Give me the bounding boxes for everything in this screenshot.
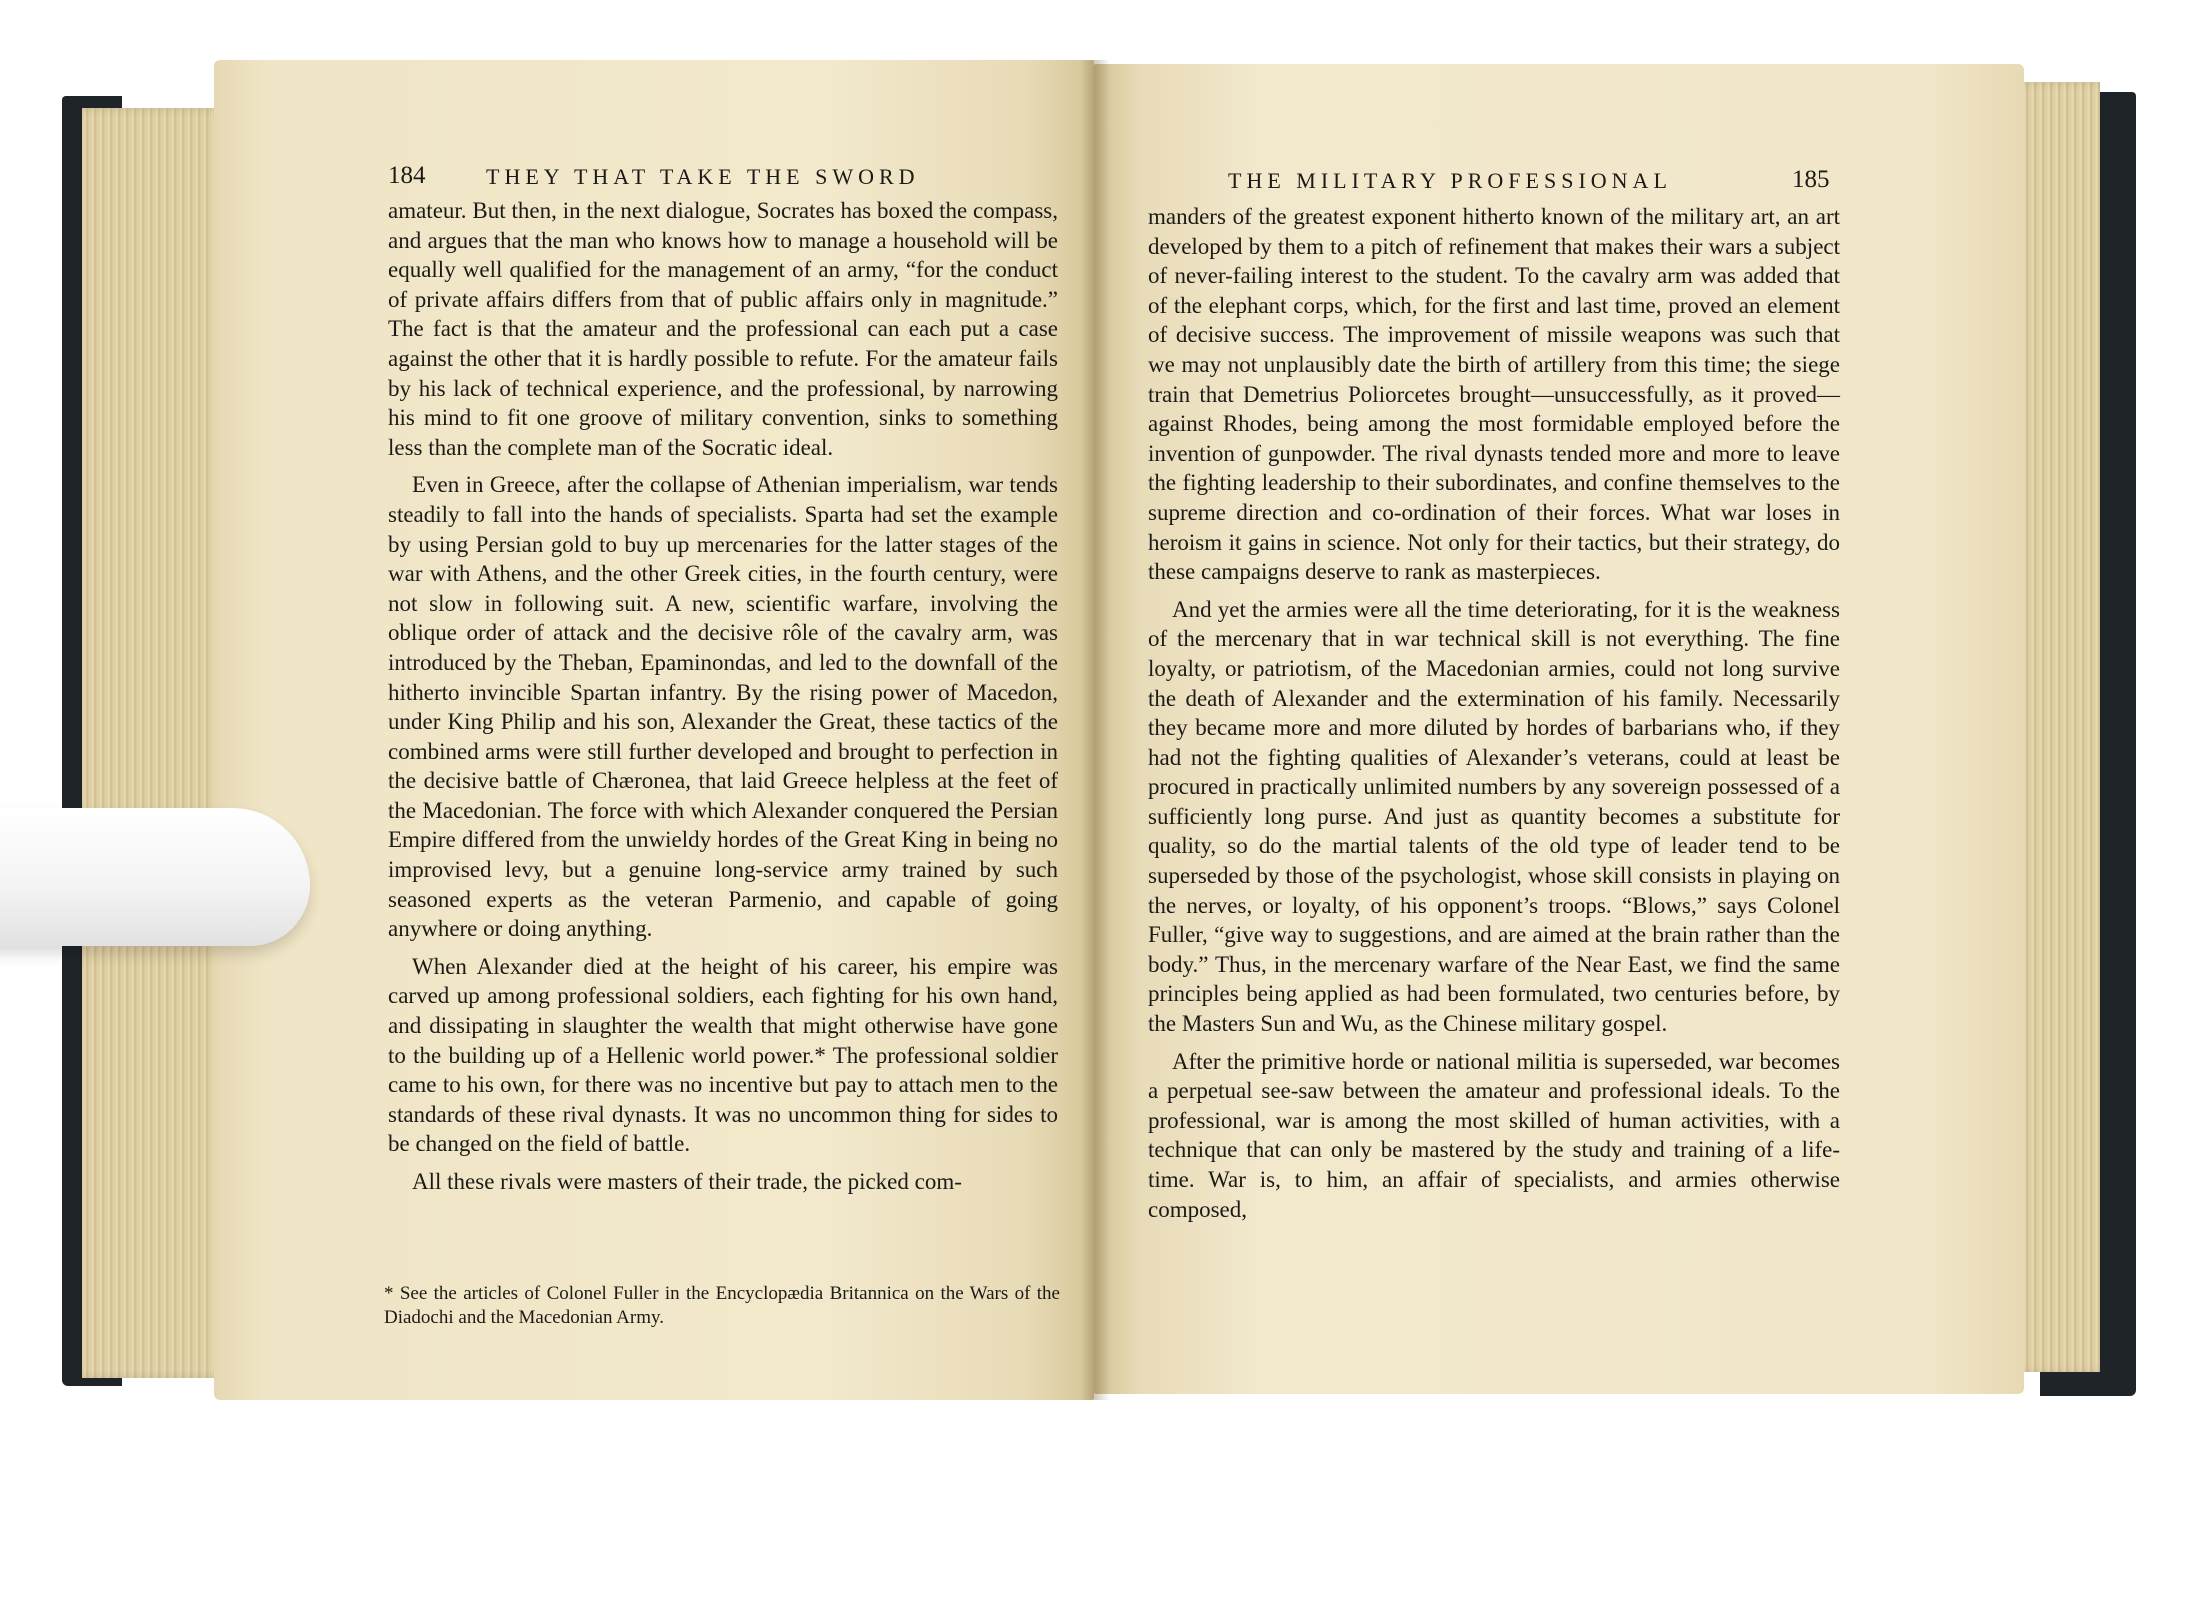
left-page-number: 184 — [388, 162, 426, 189]
right-page-number: 185 — [1792, 166, 1830, 193]
left-footnote — [384, 1282, 1060, 1330]
left-paragraph-3: When Alexander died at the height of his career, his empire was carved up among professional soldiers, each fighting for his own hand, and dissipating in slaughter the wealth that might otherwise have gone to the building up of a Hellenic world power.* The professional soldier came to his own, for there was no incentive but pay to attach men to the standards of these rival dynasts. It was no uncommon thing for sides to be changed on the field of battle. — [388, 953, 1058, 1157]
right-paragraph-1: manders of the greatest exponent hitherto known of the military art, an art developed by them to a pitch of refinement that makes their wars a subject of never-failing interest to the student. To the cavalry arm was added that of the elephant corps, which, for the first and last time, proved an element of decisive success. The improvement of missile weapons was such that we may not unplausibly date the birth of artillery from this time; the siege train that Demetrius Poliorcetes brought—unsuccessfully, as it proved—against Rhodes, being among the most formidable employed before the invention of gunpowder. The rival dynasts tended more and more to leave the fighting leadership to their subordinates, and confine themselves to the supreme direction and co-ordination of their forces. What war loses in heroism it gains in science. Not only for their tactics, but their strategy, do these campaigns deserve to rank as masterpieces. — [1148, 204, 1840, 585]
left-paragraph-2: Even in Greece, after the collapse of Athenian imperialism, war tends steadily to fall into the hands of specialists. Sparta had set the example by using Persian gold to buy up mercenaries for the latter stages of the war with Athens, and the other Greek cities, in the fourth century, were not slow in following suit. A new, scientific warfare, involving the oblique order of attack and the decisive rôle of the cavalry arm, was introduced by the Theban, Epaminondas, and led to the downfall of the hitherto invincible Spartan infantry. By the rising power of Macedon, under King Philip and his son, Alexander the Great, these tactics of the combined arms were still further developed and brought to perfection in the decisive battle of Chæronea, that laid Greece helpless at the feet of the Macedonian. The force with which Alexander conquered the Persian Empire differed from the unwieldy hordes of the Great King in being no improvised levy, but a genuine long-service army trained by such seasoned experts as the veteran Parmenio, and capable of going anywhere or doing anything. — [388, 472, 1058, 942]
left-running-head: THEY THAT TAKE THE SWORD — [486, 164, 920, 189]
left-page-body — [388, 196, 1058, 1197]
left-paragraph-4: All these rivals were masters of their trade, the picked com- — [412, 1169, 962, 1194]
right-page-body — [1148, 202, 1840, 1224]
right-paragraph-3: After the primitive horde or national militia is superseded, war becomes a perpetual see-saw between the amateur and professional ideals. To the professional, war is among the most skilled of human activities, with a technique that can only be mastered by the study and training of a life-time. War is, to him, an affair of specialists, and armies otherwise composed, — [1148, 1048, 1840, 1222]
finger-pointer — [0, 808, 310, 946]
right-paragraph-2: And yet the armies were all the time deteriorating, for it is the weakness of the mercenary that in war technical skill is not everything. The fine loyalty, or patriotism, of the Macedonian armies, could not long survive the death of Alexander and the extermination of his family. Necessarily they became more and more diluted by hordes of barbarians who, if they had not the fighting qualities of Alexander’s veterans, could at least be procured in practically unlimited numbers by any sovereign possessed of a sufficiently long purse. And just as quantity becomes a substitute for quality, so do the martial talents of the old type of leader tend to be superseded by those of the psychologist, whose skill consists in playing on the nerves, or loyalty, of his opponent’s troops. “Blows,” says Colonel Fuller, “give way to suggestions, and are aimed at the brain rather than the body.” Thus, in the mercenary warfare of the Near East, we find the same principles being applied as had been formulated, two centuries before, by the Masters Sun and Wu, as the Chinese military gospel. — [1148, 596, 1840, 1037]
book-gutter — [1080, 60, 1110, 1400]
right-running-head: THE MILITARY PROFESSIONAL — [1228, 168, 1672, 193]
footnote-text: * See the articles of Colonel Fuller in the Encyclopædia Britannica on the Wars of the Diadochi and the Macedonian Army. — [384, 1283, 1060, 1328]
page-edges-left — [82, 108, 232, 1378]
left-paragraph-1: amateur. But then, in the next dialogue, Socrates has boxed the compass, and argues that the man who knows how to manage a household will be equally well qualified for the management of an army, “for the conduct of private affairs differs from that of public affairs only in magnitude.” The fact is that the amateur and the professional can each put a case against the other that it is hardly possible to refute. For the amateur fails by his lack of technical experience, and the professional, by narrowing his mind to fit one groove of military convention, sinks to something less than the complete man of the Socratic ideal. — [388, 198, 1058, 460]
